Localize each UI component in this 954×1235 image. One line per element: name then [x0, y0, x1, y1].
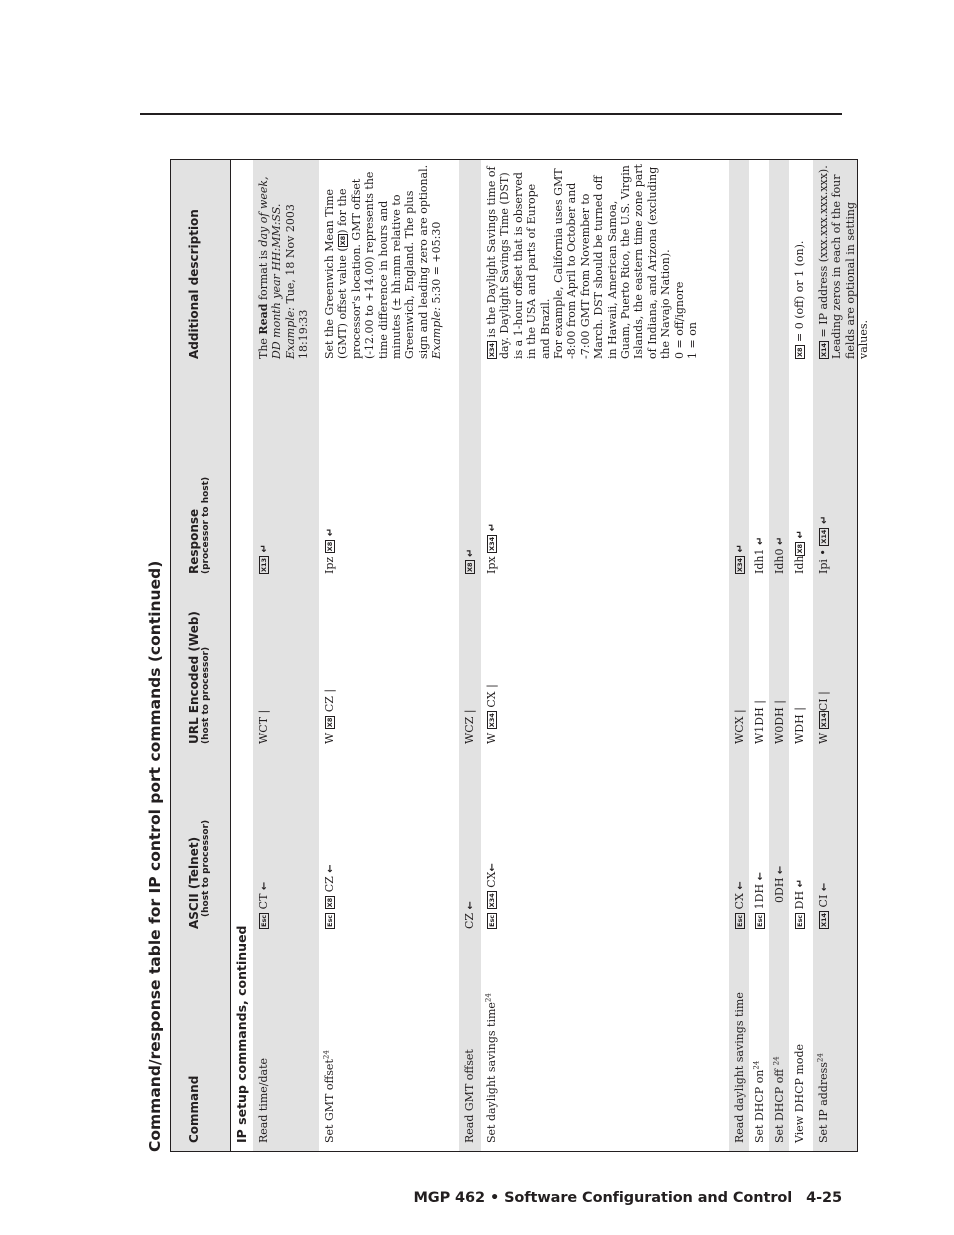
description-cell — [323, 164, 444, 359]
command-name — [323, 1050, 336, 1143]
url-cell — [463, 709, 476, 744]
response-prefix: Idh1 — [753, 548, 766, 574]
esc-key-icon: Esc — [756, 914, 764, 927]
url-cell — [793, 707, 806, 744]
carriage-return-icon: ↵ — [819, 515, 830, 525]
carriage-return-icon: ↵ — [795, 530, 806, 539]
url-text: CI — [817, 698, 830, 712]
x8-key-icon: X8 — [796, 347, 804, 357]
x34-key-icon: X34 — [488, 893, 496, 908]
table-row — [789, 160, 813, 1151]
table-row — [813, 160, 871, 1151]
ascii-text: CZ — [463, 912, 476, 929]
header-response-label: Response — [187, 508, 201, 574]
desc-text: = IP address (xxx.xxx.xxx.xxx). Leading zeros in each of the four fields are optional in setting values. — [817, 165, 871, 359]
command-table — [170, 159, 871, 1152]
table-row — [749, 160, 769, 1151]
command-name — [773, 1056, 786, 1143]
response-cell — [323, 528, 337, 574]
response-cell — [773, 537, 787, 574]
x8-key-icon: X8 — [326, 541, 334, 552]
url-cell — [257, 710, 270, 744]
header-ascii-label: ASCII (Telnet) — [187, 836, 201, 929]
header-ascii — [187, 820, 211, 929]
x8-key-icon: X8 — [339, 235, 348, 246]
return-arrow-icon: ← — [259, 881, 270, 891]
header-url — [187, 611, 211, 744]
url-cell — [753, 700, 766, 744]
return-arrow-icon: ↵ — [795, 879, 806, 888]
pipe-icon: | — [817, 691, 830, 695]
footnote-ref: 24 — [484, 993, 493, 1003]
header-url-sub: (host to processor) — [201, 646, 211, 744]
response-prefix: Idh0 — [773, 548, 786, 574]
ascii-text: CT — [257, 893, 270, 910]
pipe-icon: | — [463, 709, 476, 714]
pipe-icon: | — [733, 709, 746, 713]
url-cell — [817, 691, 830, 744]
command-name: Read time/date — [257, 1057, 270, 1143]
footnote-ref: 24 — [816, 1053, 825, 1063]
table-row — [319, 160, 459, 1151]
desc-text: format is — [257, 246, 270, 304]
pipe-icon: | — [485, 684, 498, 688]
footnote-ref: 24 — [752, 1060, 761, 1070]
page-number: 4-25 — [806, 1190, 842, 1206]
command-name — [485, 993, 498, 1143]
return-arrow-icon: ← — [325, 864, 336, 873]
command-label: Set IP address — [817, 1062, 830, 1143]
pipe-icon: | — [773, 700, 786, 704]
header-command: Command — [187, 1075, 201, 1143]
carriage-return-icon: ↵ — [465, 548, 476, 557]
response-cell — [817, 516, 831, 574]
response-cell — [793, 530, 807, 574]
command-name: View DHCP mode — [793, 1043, 806, 1143]
url-cell — [733, 709, 746, 744]
url-text: W0DH — [773, 707, 786, 744]
description-cell — [793, 164, 806, 359]
response-prefix: Ipi • — [817, 549, 830, 574]
ascii-cell — [463, 901, 477, 929]
carriage-return-icon: ↵ — [735, 544, 746, 553]
table-row — [459, 160, 481, 1151]
url-text: WCT — [257, 716, 270, 744]
desc-text: For example, California uses GMT -8:00 from April to October and -7:00 GMT from November to March. DST should be turned off in Hawaii, American Samoa, Guam, Puerto Rico, the U.S. Virgin Islands, the eastern time zone part of Indiana, and Arizona (excluding the Navajo Nation). — [552, 164, 673, 359]
ascii-cell — [485, 863, 499, 929]
x14-key-icon: X14 — [820, 342, 828, 357]
desc-text: ) for the processor's location. GMT offset (-12.00 to +14.00) represents the time difference in hours and minutes (± hh:mm relative to Greenwich, England. The plus sign and leading zero are optional. — [336, 164, 430, 359]
response-prefix: Ipx — [485, 556, 498, 574]
table-title: Command/response table for IP control port commands (continued) — [146, 560, 164, 1152]
esc-key-icon: Esc — [736, 914, 744, 927]
url-prefix: W — [323, 732, 336, 744]
desc-text: Tue, 18 Nov 2003 18:19:33 — [283, 204, 311, 359]
response-cell — [257, 544, 271, 574]
x8-key-icon: X8 — [466, 562, 474, 572]
desc-italic: Example: — [283, 307, 297, 359]
pipe-icon: | — [753, 700, 766, 704]
response-cell — [753, 537, 767, 574]
command-label: Set daylight savings time — [485, 1002, 498, 1143]
ascii-text: DH — [793, 890, 806, 910]
command-label: Set DHCP on — [753, 1069, 766, 1143]
esc-key-icon: Esc — [796, 914, 804, 927]
x34-key-icon: X34 — [488, 713, 496, 728]
url-text: W1DH — [753, 707, 766, 744]
esc-key-icon: Esc — [488, 914, 496, 927]
x34-key-icon: X34 — [488, 536, 496, 551]
url-cell — [773, 700, 786, 744]
url-text: WDH — [793, 714, 806, 744]
ascii-cell — [793, 879, 807, 929]
url-cell — [485, 684, 498, 744]
desc-text: is the Daylight Savings time of day. Daylight Savings Time (DST) is a 1-hour offset that is observed in the USA and parts of Europe and Brazil. — [485, 166, 552, 359]
description-cell — [817, 164, 871, 359]
footer-text: MGP 462 • Software Configuration and Control — [413, 1190, 793, 1206]
response-prefix: Idh — [793, 555, 806, 574]
table-row — [253, 160, 319, 1151]
desc-text: 5:30 = +05:30 — [430, 221, 444, 307]
url-prefix: W — [817, 732, 830, 744]
desc-text: 0 = off/ignore — [672, 281, 686, 359]
carriage-return-icon: ↵ — [755, 536, 766, 546]
return-arrow-icon: ← — [735, 881, 746, 890]
command-name — [817, 1053, 830, 1143]
desc-italic: day of week, DD month year HH:MM:SS. — [257, 176, 284, 359]
pipe-icon: | — [257, 709, 270, 714]
return-arrow-icon: ← — [819, 882, 830, 892]
table-row — [481, 160, 729, 1151]
url-text: CZ — [323, 696, 336, 713]
header-response-sub: (processor to host) — [201, 476, 211, 574]
top-rule — [140, 113, 842, 115]
esc-key-icon: Esc — [260, 914, 268, 927]
ascii-cell — [753, 872, 767, 929]
url-text: CX — [485, 691, 498, 708]
ascii-cell — [817, 883, 831, 929]
carriage-return-icon: ↵ — [325, 527, 336, 537]
x34-key-icon: X34 — [488, 342, 496, 357]
pipe-icon: | — [793, 707, 806, 711]
return-arrow-icon: ← — [465, 901, 476, 910]
response-cell — [733, 544, 747, 574]
response-cell — [485, 523, 499, 574]
description-cell — [485, 164, 700, 359]
x14-key-icon: X14 — [820, 912, 828, 927]
header-ascii-sub: (host to processor) — [201, 819, 211, 917]
ascii-cell — [773, 866, 787, 903]
footnote-ref: 24 — [322, 1050, 331, 1060]
table-row — [769, 160, 789, 1151]
section-title: IP setup commands, continued — [234, 925, 249, 1143]
header-url-label: URL Encoded (Web) — [187, 611, 201, 744]
rotated-table-area — [140, 157, 871, 1152]
carriage-return-icon: ↵ — [775, 536, 786, 546]
desc-text: 1 = on — [686, 322, 700, 359]
command-name: Read GMT offset — [463, 1049, 476, 1143]
table-header — [171, 160, 231, 1151]
x13-key-icon: X13 — [260, 557, 268, 572]
ascii-cell — [733, 881, 747, 929]
ascii-text: CI — [817, 894, 830, 908]
desc-text: Set the Greenwich Mean Time (GMT) offset value ( — [323, 188, 350, 359]
command-name: Read daylight savings time — [733, 992, 746, 1143]
x14-key-icon: X14 — [820, 713, 828, 728]
url-text: WCZ — [463, 716, 476, 744]
ascii-text: 1DH — [753, 883, 766, 910]
return-arrow-icon: ← — [755, 872, 766, 881]
x34-key-icon: X34 — [736, 557, 744, 572]
header-response — [187, 477, 211, 574]
carriage-return-icon: ↵ — [259, 544, 270, 553]
ascii-cell — [257, 882, 271, 929]
description-cell — [257, 164, 311, 359]
x8-key-icon: X8 — [326, 897, 334, 908]
return-arrow-icon: ← — [775, 865, 786, 875]
response-prefix: Ipz — [323, 556, 336, 574]
footnote-ref: 24 — [772, 1056, 781, 1066]
page-footer — [413, 1190, 842, 1206]
response-cell — [463, 549, 477, 574]
desc-bold: Read — [257, 303, 270, 335]
ascii-text: CZ — [323, 876, 336, 893]
ascii-cell — [323, 864, 337, 929]
url-cell — [323, 689, 336, 744]
ascii-text: 0DH — [773, 877, 786, 903]
header-description: Additional description — [187, 209, 201, 359]
desc-text: The — [257, 334, 270, 359]
command-name — [753, 1061, 766, 1143]
ascii-text: CX — [733, 893, 746, 910]
esc-key-icon: Esc — [326, 914, 334, 927]
ascii-text: CX — [485, 871, 498, 888]
carriage-return-icon: ↵ — [487, 522, 498, 532]
command-label: Set DHCP off — [773, 1068, 786, 1143]
x8-key-icon: X8 — [326, 717, 334, 728]
return-arrow-icon: ← — [487, 863, 498, 872]
url-text: WCX — [733, 716, 746, 744]
x14-key-icon: X14 — [820, 529, 828, 544]
desc-italic: Example: — [430, 307, 444, 359]
desc-text: = 0 (off) or 1 (on). — [793, 240, 806, 346]
x8-key-icon: X8 — [796, 543, 804, 554]
command-label: Set GMT offset — [323, 1059, 336, 1143]
url-prefix: W — [485, 732, 498, 744]
pipe-icon: | — [323, 688, 336, 693]
table-row — [729, 160, 749, 1151]
